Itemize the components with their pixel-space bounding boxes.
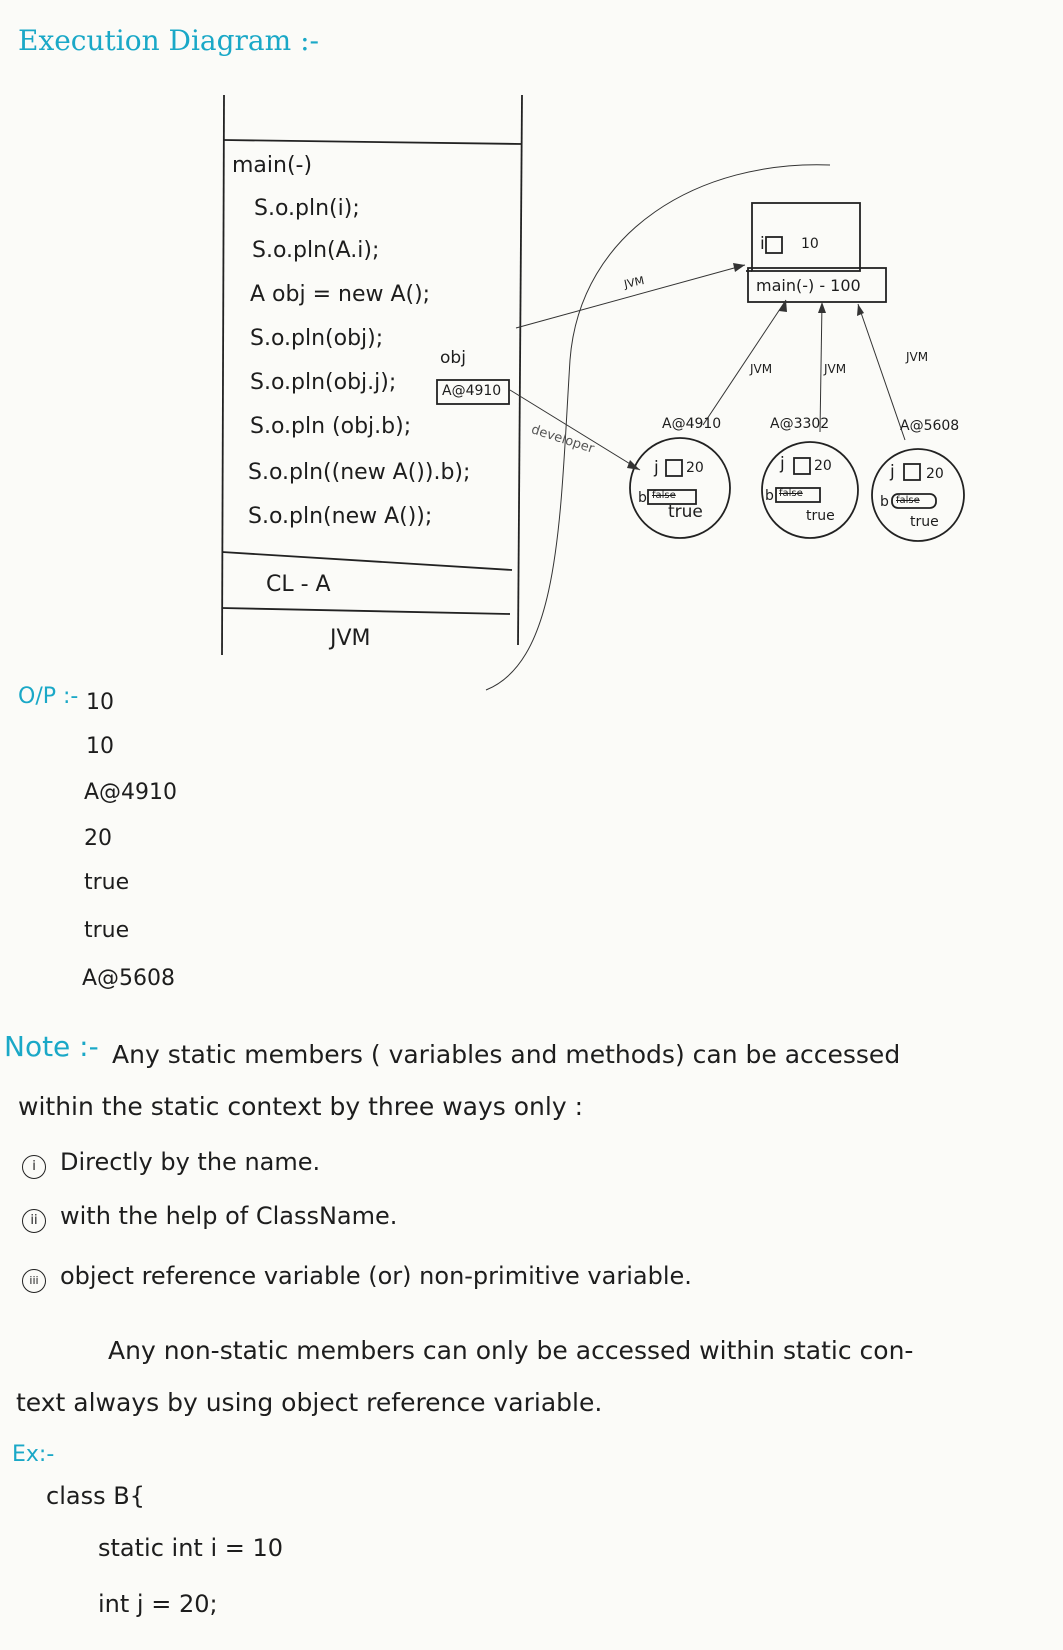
object-field-j: j <box>654 458 659 478</box>
classloader-label: CL - A <box>266 572 331 597</box>
object-address: A@4910 <box>662 416 722 432</box>
code-line: S.o.pln((new A()).b); <box>248 460 471 485</box>
stack-jvm-divider <box>222 608 510 614</box>
jvm-arrow-label: JVM <box>622 274 646 291</box>
stack-method: main(-) <box>232 153 313 178</box>
object-field-b-new: true <box>806 508 835 524</box>
code-line: S.o.pln(new A()); <box>248 504 433 529</box>
object-field-b-old: false <box>779 488 803 499</box>
output-value: A@4910 <box>84 780 178 805</box>
code-line: S.o.pln(obj.j); <box>250 370 397 395</box>
output-value: 20 <box>84 826 112 851</box>
jvm-arrow-label: JVM <box>750 362 773 376</box>
note-paragraph-line-1: Any non-static members can only be accessed within static con- <box>108 1336 914 1365</box>
object-field-b-old: false <box>652 490 676 501</box>
static-field-name: i <box>760 234 765 254</box>
object-field-j-value: 20 <box>814 458 832 474</box>
arrow-obj-to-object1 <box>510 390 640 470</box>
output-value: 10 <box>86 690 114 715</box>
stack-right-border <box>518 95 522 645</box>
object-field-b-new: true <box>910 514 939 530</box>
note-list-item <box>22 1202 397 1233</box>
object-address: A@5608 <box>900 418 960 434</box>
object-field-j: j <box>890 462 895 482</box>
developer-arrow-label: developer <box>529 422 596 457</box>
note-list-item <box>22 1148 320 1179</box>
example-label: Ex:- <box>12 1442 55 1467</box>
object-field-b-old: false <box>896 495 920 506</box>
item-number: ii <box>22 1209 46 1233</box>
object-field-b: b <box>880 494 889 510</box>
output-label: O/P :- <box>18 684 79 709</box>
note-list-item <box>22 1262 692 1293</box>
stack-left-border <box>222 95 224 655</box>
object-field-j: j <box>780 454 785 474</box>
example-code-line: static int i = 10 <box>98 1534 284 1562</box>
code-line: A obj = new A(); <box>250 282 431 307</box>
jvm-arrow-label: JVM <box>824 362 847 376</box>
item-number: iii <box>22 1269 46 1293</box>
code-line: S.o.pln(i); <box>254 196 360 221</box>
object-field-b-new: true <box>668 502 703 522</box>
object-address: A@3302 <box>770 416 830 432</box>
page-title: Execution Diagram :- <box>18 24 319 57</box>
obj-label: obj <box>440 348 466 368</box>
note-paragraph-line-2: text always by using object reference variable. <box>16 1388 603 1417</box>
example-code-line: int j = 20; <box>98 1590 218 1618</box>
arrow-obj-to-static <box>516 265 745 328</box>
example-code-line: class B{ <box>46 1482 145 1510</box>
arrow-object1-to-main <box>703 300 786 425</box>
item-text: object reference variable (or) non-primitive variable. <box>60 1262 692 1290</box>
object-field-b: b <box>765 488 774 504</box>
object-field-j-value: 20 <box>686 460 704 476</box>
note-line-1: Any static members ( variables and methods) can be accessed <box>112 1040 901 1069</box>
object-field-b: b <box>638 490 647 506</box>
jvm-arrow-label: JVM <box>906 350 929 364</box>
main-frame-label: main(-) - 100 <box>756 276 861 295</box>
code-line: S.o.pln(obj); <box>250 326 384 351</box>
object-field-j-value: 20 <box>926 466 944 482</box>
output-value: 10 <box>86 734 114 759</box>
static-field-value: 10 <box>801 236 819 252</box>
arrow-object3-to-main <box>858 304 905 440</box>
code-line: S.o.pln(A.i); <box>252 238 380 263</box>
stack-top-divider <box>224 140 522 144</box>
note-line-2: within the static context by three ways only : <box>18 1092 583 1121</box>
output-value: A@5608 <box>82 966 176 991</box>
object-circle-1 <box>630 438 730 538</box>
output-value: true <box>84 918 130 943</box>
item-number: i <box>22 1155 46 1179</box>
stack-cl-divider <box>222 552 512 570</box>
item-text: Directly by the name. <box>60 1148 321 1176</box>
obj-ref-value: A@4910 <box>442 383 502 399</box>
jvm-label: JVM <box>330 626 371 651</box>
arrow-object2-to-main <box>820 302 822 432</box>
item-text: with the help of ClassName. <box>60 1202 398 1230</box>
output-value: true <box>84 870 130 895</box>
note-label: Note :- <box>4 1030 99 1063</box>
code-line: S.o.pln (obj.b); <box>250 414 412 439</box>
